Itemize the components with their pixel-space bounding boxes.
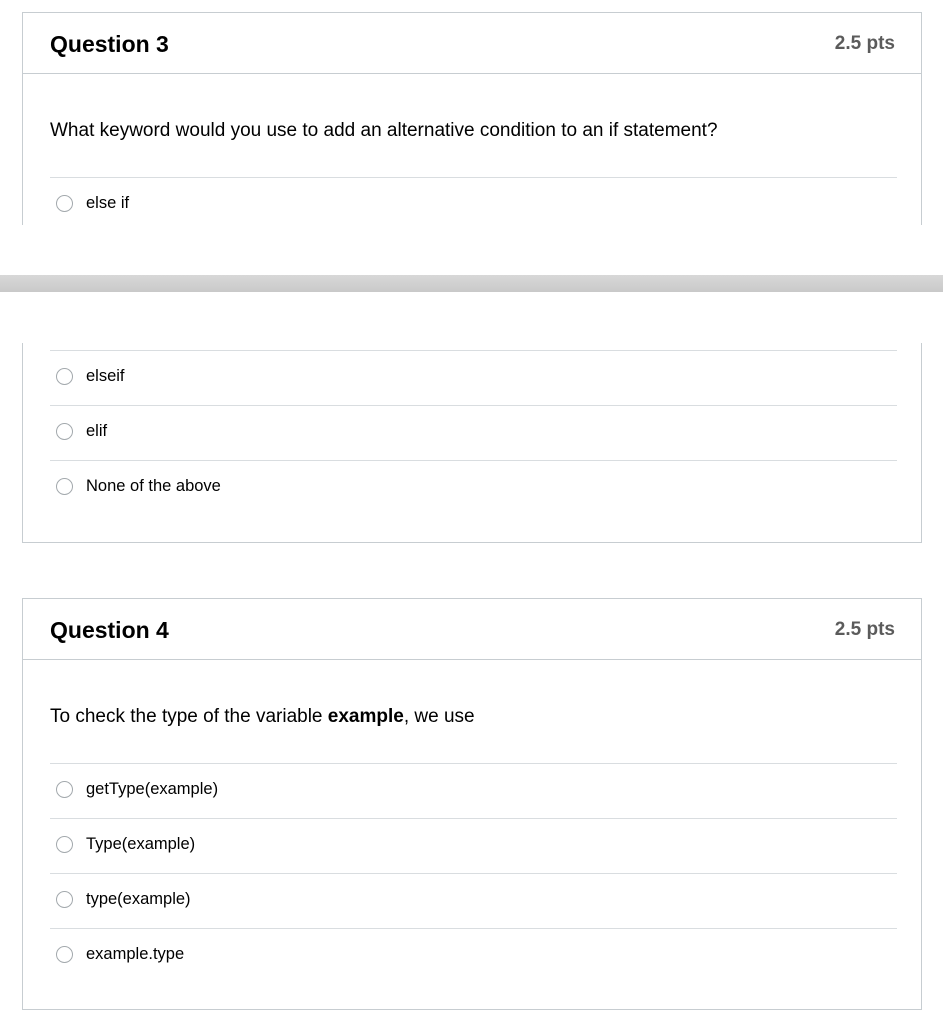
question-4-header xyxy=(23,599,921,660)
answer-option[interactable] xyxy=(50,873,897,927)
answer-option[interactable] xyxy=(50,350,897,404)
prompt-text-end: , we use xyxy=(403,706,475,727)
answer-label: else if xyxy=(86,194,130,212)
radio-button[interactable] xyxy=(56,478,73,495)
answer-option[interactable] xyxy=(50,763,897,817)
question-3-card xyxy=(22,12,922,225)
question-4-card xyxy=(22,598,922,1010)
radio-button[interactable] xyxy=(56,423,73,440)
answer-option[interactable] xyxy=(50,928,897,982)
question-3-title: Question 3 xyxy=(50,31,169,57)
radio-button[interactable] xyxy=(56,195,73,212)
page-break-divider xyxy=(0,275,943,292)
radio-button[interactable] xyxy=(56,836,73,853)
answer-label: type(example) xyxy=(86,890,191,908)
answer-option[interactable] xyxy=(50,405,897,459)
question-4-prompt xyxy=(50,706,475,728)
radio-button[interactable] xyxy=(56,946,73,963)
answer-label: example.type xyxy=(86,945,185,963)
question-3-prompt: What keyword would you use to add an alternative condition to an if statement? xyxy=(50,120,718,141)
answer-label: getType(example) xyxy=(86,780,219,798)
question-4-points: 2.5 pts xyxy=(834,619,895,640)
radio-button[interactable] xyxy=(56,368,73,385)
prompt-text: To check the type of the variable xyxy=(50,706,328,727)
answer-label: None of the above xyxy=(86,477,221,495)
answer-label: elif xyxy=(86,422,108,440)
question-3-card-continued xyxy=(22,343,922,543)
answer-option[interactable] xyxy=(50,818,897,872)
radio-button[interactable] xyxy=(56,781,73,798)
answer-label: elseif xyxy=(86,367,125,385)
answer-option[interactable] xyxy=(50,460,897,514)
question-4-title: Question 4 xyxy=(50,617,169,643)
question-3-header xyxy=(23,13,921,74)
prompt-bold-variable: example xyxy=(327,706,404,727)
radio-button[interactable] xyxy=(56,891,73,908)
question-3-points: 2.5 pts xyxy=(834,33,895,54)
answer-option[interactable] xyxy=(50,177,897,231)
answer-label: Type(example) xyxy=(86,835,196,853)
